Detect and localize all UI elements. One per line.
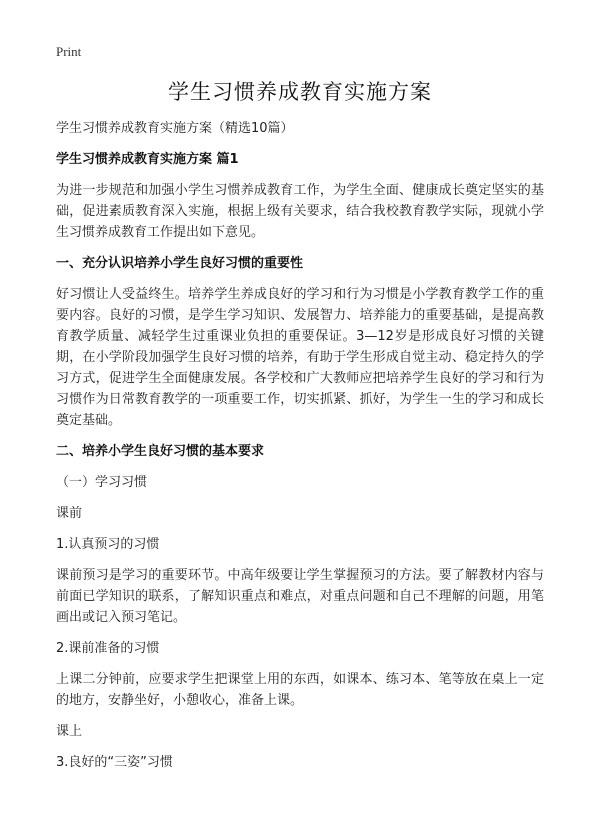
heading-requirements: 二、培养小学生良好习惯的基本要求 xyxy=(56,444,265,459)
page-title: 学生习惯养成教育实施方案 xyxy=(168,80,432,104)
heading-importance: 一、充分认识培养小学生良好习惯的重要性 xyxy=(56,256,304,271)
subheading-study-habits: （一）学习习惯 xyxy=(56,475,148,490)
item-preparation-text: 上课二分钟前，应要求学生把课堂上用的东西，如课本、练习本、笔等放在桌上一定的地方，安静坐好，小憩收心，准备上课。 xyxy=(56,672,544,708)
item-preview-habit: 1.认真预习的习惯 xyxy=(56,537,160,552)
section-title: 学生习惯养成教育实施方案 篇1 xyxy=(56,152,239,167)
document-body xyxy=(56,118,544,783)
document-subtitle: 学生习惯养成教育实施方案（精选10篇） xyxy=(56,121,294,136)
item-preview-text: 课前预习是学习的重要环节。中高年级要让学生掌握预习的方法。要了解教材内容与前面已学知识的联系，了解知识重点和难点，对重点问题和自己不理解的问题，用笔画出或记入预习笔记。 xyxy=(56,568,544,625)
item-preparation-habit: 2.课前准备的习惯 xyxy=(56,641,160,656)
subheading-in-class: 课上 xyxy=(56,724,83,739)
intro-paragraph: 为进一步规范和加强小学生习惯养成教育工作，为学生全面、健康成长奠定坚实的基础，促进素质教育深入实施，根据上级有关要求，结合我校教育教学实际，现就小学生习惯养成教育工作提出如下意见。 xyxy=(56,183,544,240)
subheading-before-class: 课前 xyxy=(56,506,83,521)
print-link[interactable]: Print xyxy=(56,44,82,59)
importance-paragraph: 好习惯让人受益终生。培养学生养成良好的学习和行为习惯是小学教育教学工作的重要内容。良好的习惯，是学生学习知识、发展智力、培养能力的重要基础，是提高教育教学质量、减轻学生过重课业负担的重要保证。3—12岁是形成良好习惯的关键期，在小学阶段加强学生良好习惯的培养，有助于学生形成自觉主动、稳定持久的学习方式，促进学生全面健康发展。各学校和广大教师应把培养学生良好的学习和行为习惯作为日常教育教学的一项重要工作，切实抓紧、抓好，为学生一生的学习和成长奠定基础。 xyxy=(56,287,544,428)
item-posture-habit: 3.良好的“三姿”习惯 xyxy=(56,755,173,770)
